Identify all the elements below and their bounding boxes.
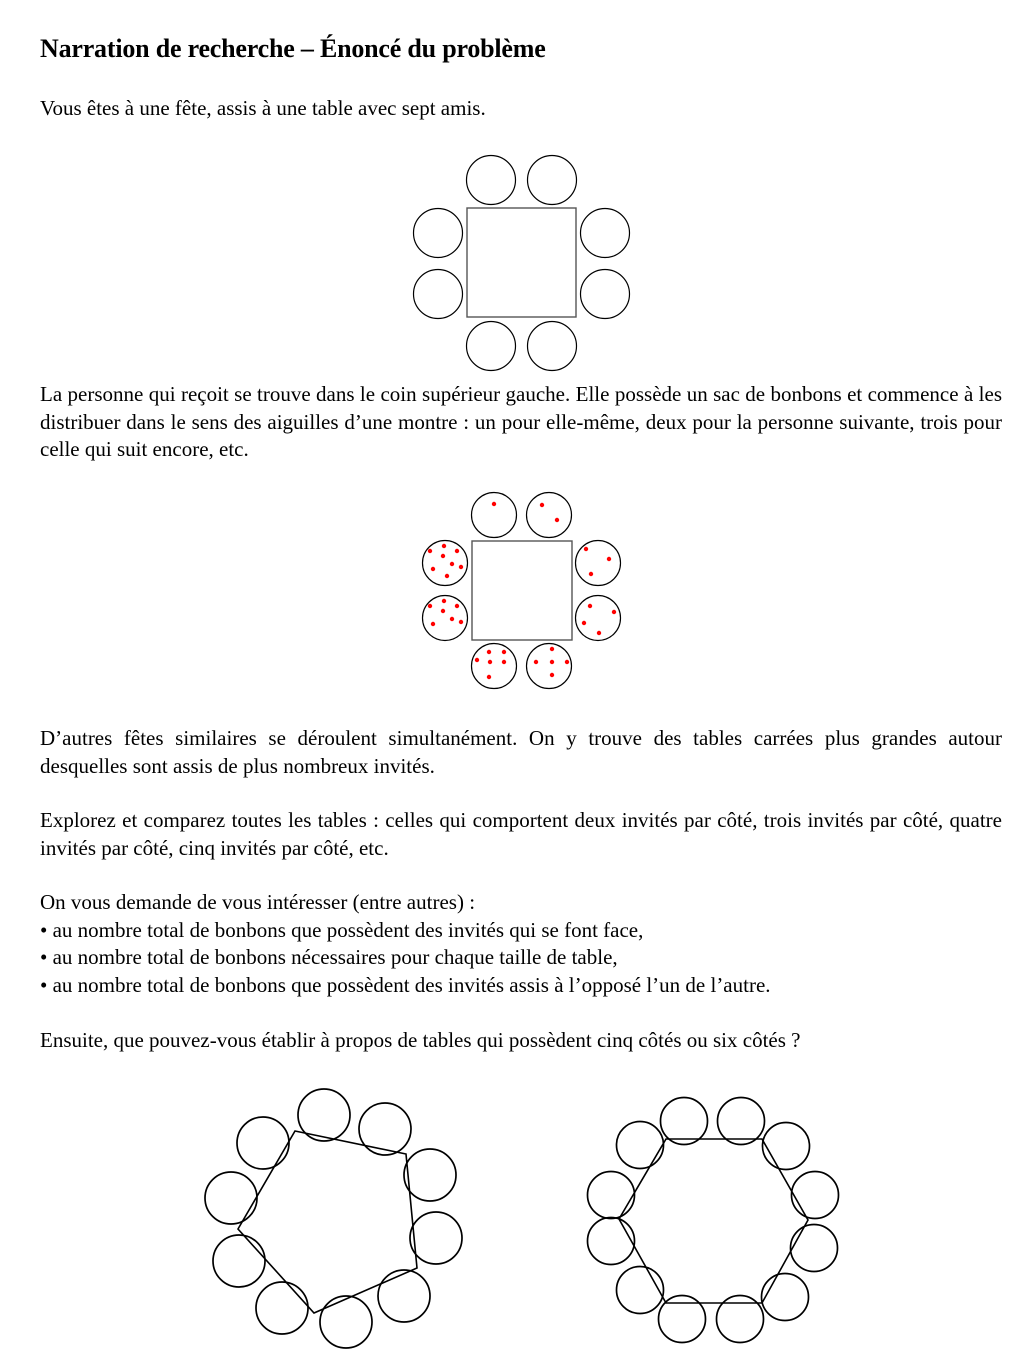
seat	[256, 1282, 308, 1334]
candy-dot	[607, 557, 611, 561]
seat-right-top	[581, 209, 630, 258]
host-paragraph	[40, 381, 1002, 464]
seat-right-bottom	[581, 270, 630, 319]
seat	[213, 1235, 265, 1287]
candy-dot	[540, 503, 544, 507]
candy-dot	[584, 547, 588, 551]
seat	[298, 1089, 350, 1141]
candy-dot	[582, 621, 586, 625]
page-title: Narration de recherche – Énoncé du problème	[40, 34, 546, 63]
candy-dot	[534, 660, 538, 664]
seat-top-left	[467, 156, 516, 205]
square-table-diagram	[400, 145, 640, 380]
seat	[404, 1149, 456, 1201]
question-item: • au nombre total de bonbons que possèdent des invités qui se font face,	[40, 917, 644, 942]
questions-intro: On vous demande de vous intéresser (entre autres) :	[40, 890, 476, 914]
seat	[527, 644, 572, 689]
candy-dot	[455, 549, 459, 553]
question-item: • au nombre total de bonbons nécessaires pour chaque taille de table,	[40, 945, 618, 969]
seat	[205, 1172, 257, 1224]
seat	[378, 1270, 430, 1322]
intro-paragraph: Vous êtes à une fête, assis à une table avec sept amis.	[40, 96, 486, 120]
explore-paragraph: Explorez et comparez toutes les tables : celles qui comportent deux invités par côté, trois invités par côté, quatre invités par côté, cinq invités par côté, etc.	[40, 808, 1002, 860]
candy-dot	[455, 604, 459, 608]
candy-dot	[502, 660, 506, 664]
candy-dot	[445, 574, 449, 578]
final-question: Ensuite, que pouvez-vous établir à propos de tables qui possèdent cinq côtés ou six côtés ?	[40, 1028, 801, 1052]
candy-dot	[492, 502, 496, 506]
candy-dot	[431, 622, 435, 626]
seat	[617, 1122, 664, 1169]
candy-dot	[565, 660, 569, 664]
candy-dot	[431, 567, 435, 571]
host-paragraph-text: La personne qui reçoit se trouve dans le coin supérieur gauche. Elle possède un sac de bonbons et commence à les distribuer dans le sens des aiguilles d’une montre : un pour elle-même, deux pour la personne suivante, trois pour celle qui suit encore, etc.	[40, 382, 1002, 461]
candy-dot	[550, 673, 554, 677]
candy-dot	[588, 604, 592, 608]
candy-distribution-diagram	[400, 485, 640, 695]
seat	[527, 493, 572, 538]
seat	[576, 541, 621, 586]
seat	[320, 1296, 372, 1348]
questions-block	[40, 889, 1002, 999]
candy-dot	[555, 518, 559, 522]
candy-dot	[450, 562, 454, 566]
seat-left-bottom	[414, 270, 463, 319]
candy-dot	[550, 660, 554, 664]
question-item: • au nombre total de bonbons que possèdent des invités assis à l’opposé l’un de l’autre.	[40, 972, 771, 997]
candy-dot	[442, 544, 446, 548]
seat-top-right	[528, 156, 577, 205]
square-table	[467, 208, 576, 317]
candy-dot	[442, 599, 446, 603]
candy-dot	[441, 609, 445, 613]
seat	[617, 1267, 664, 1314]
seat	[661, 1098, 708, 1145]
seat	[791, 1225, 838, 1272]
hexagon-table-diagram	[580, 1085, 850, 1360]
seat	[763, 1123, 810, 1170]
candy-dot	[488, 660, 492, 664]
candy-dot	[459, 565, 463, 569]
seat	[472, 493, 517, 538]
candy-dot	[597, 631, 601, 635]
candy-dot	[487, 650, 491, 654]
candy-dot	[589, 572, 593, 576]
seat	[410, 1212, 462, 1264]
hexagon-table	[619, 1139, 808, 1303]
candy-dot	[487, 675, 491, 679]
candy-dot	[502, 650, 506, 654]
seat	[762, 1274, 809, 1321]
seat	[718, 1098, 765, 1145]
seat	[588, 1172, 635, 1219]
candy-dot	[428, 549, 432, 553]
seat	[472, 644, 517, 689]
square-table	[472, 541, 572, 640]
seat	[792, 1172, 839, 1219]
pentagon-table-diagram	[195, 1080, 475, 1360]
pentagon-table	[238, 1131, 417, 1313]
candy-dot	[475, 658, 479, 662]
seat	[237, 1117, 289, 1169]
candy-dot	[441, 554, 445, 558]
other-parties-paragraph: D’autres fêtes similaires se déroulent simultanément. On y trouve des tables carrées plus grandes autour desquelles sont assis de plus nombreux invités.	[40, 726, 1002, 778]
candy-dot	[459, 620, 463, 624]
candy-dot	[550, 647, 554, 651]
seat	[359, 1103, 411, 1155]
seat-bottom-left	[467, 322, 516, 371]
seat	[588, 1218, 635, 1265]
seat-left-top	[414, 209, 463, 258]
seat-bottom-right	[528, 322, 577, 371]
candy-dot	[450, 617, 454, 621]
candy-dot	[428, 604, 432, 608]
candy-dot	[612, 610, 616, 614]
